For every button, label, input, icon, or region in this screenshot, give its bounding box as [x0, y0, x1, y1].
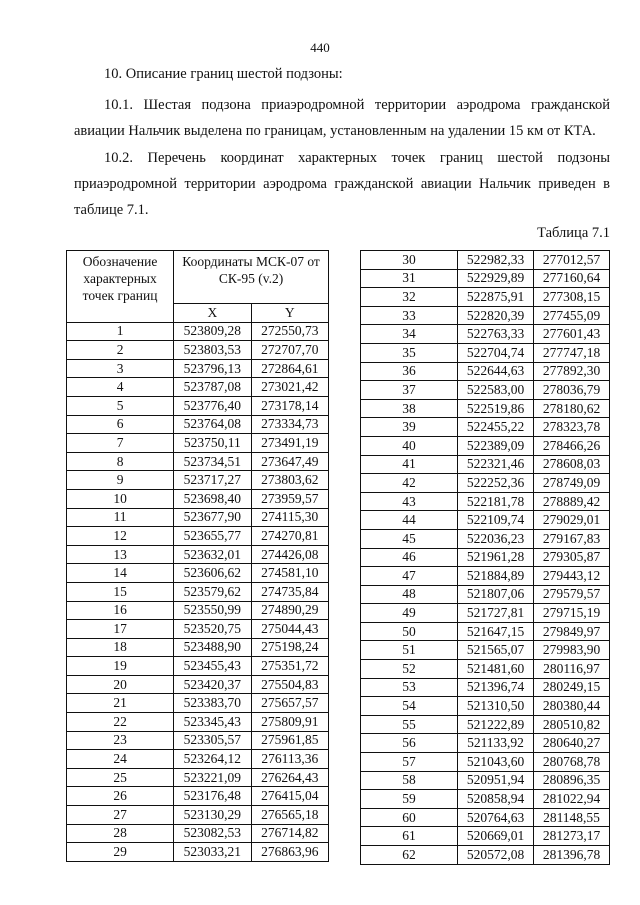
point-number-cell: 8 — [67, 452, 174, 471]
table-row — [361, 827, 610, 846]
table-row — [361, 455, 610, 474]
point-number-cell: 18 — [67, 638, 174, 657]
point-number-cell: 25 — [67, 768, 174, 787]
y-coordinate-cell: 281396,78 — [534, 846, 610, 865]
paragraph-10-1: 10.1. Шестая подзона приаэродромной территории аэродрома гражданской авиации Нальчик выделена по границам, установленным на удалении 15 км от КТА. — [74, 97, 610, 139]
x-coordinate-cell: 521222,89 — [458, 715, 534, 734]
y-coordinate-cell: 276113,36 — [251, 750, 328, 769]
table-row — [361, 678, 610, 697]
x-coordinate-cell: 522644,63 — [458, 362, 534, 381]
table-row — [361, 585, 610, 604]
x-coordinate-cell: 522389,09 — [458, 436, 534, 455]
y-coordinate-cell: 275961,85 — [251, 731, 328, 750]
x-coordinate-cell: 520669,01 — [458, 827, 534, 846]
page-number: 440 — [310, 40, 330, 55]
table-row — [67, 452, 329, 471]
x-coordinate-cell: 521310,50 — [458, 697, 534, 716]
x-coordinate-cell: 522982,33 — [458, 251, 534, 270]
table-row — [67, 843, 329, 862]
table-row — [67, 657, 329, 676]
paragraph-10-2: 10.2. Перечень координат характерных точек границ шестой подзоны приаэродромной территории аэродрома гражданской авиации Нальчик приведен в таблице 7.1. — [74, 150, 610, 218]
right-table-body — [361, 251, 610, 865]
table-row — [361, 660, 610, 679]
x-coordinate-cell: 522820,39 — [458, 306, 534, 325]
x-coordinate-cell: 523796,13 — [174, 359, 251, 378]
point-number-cell: 28 — [67, 824, 174, 843]
point-number-cell: 9 — [67, 471, 174, 490]
y-coordinate-cell: 280249,15 — [534, 678, 610, 697]
x-coordinate-cell: 523082,53 — [174, 824, 251, 843]
y-coordinate-cell: 276714,82 — [251, 824, 328, 843]
table-row — [67, 564, 329, 583]
y-coordinate-cell: 275504,83 — [251, 675, 328, 694]
y-coordinate-cell: 277747,18 — [534, 343, 610, 362]
y-coordinate-cell: 279579,57 — [534, 585, 610, 604]
table-row — [67, 527, 329, 546]
point-number-cell: 36 — [361, 362, 458, 381]
point-number-cell: 60 — [361, 808, 458, 827]
x-coordinate-cell: 522109,74 — [458, 511, 534, 530]
point-number-cell: 2 — [67, 341, 174, 360]
point-number-cell: 1 — [67, 322, 174, 341]
table-row — [361, 548, 610, 567]
point-number-cell: 24 — [67, 750, 174, 769]
point-number-cell: 62 — [361, 846, 458, 865]
x-coordinate-cell: 523455,43 — [174, 657, 251, 676]
table-row — [361, 808, 610, 827]
x-coordinate-cell: 523764,08 — [174, 415, 251, 434]
point-number-cell: 15 — [67, 582, 174, 601]
table-row — [67, 601, 329, 620]
table-row — [67, 620, 329, 639]
point-number-cell: 59 — [361, 790, 458, 809]
y-coordinate-cell: 279443,12 — [534, 567, 610, 586]
x-coordinate-cell: 521647,15 — [458, 622, 534, 641]
table-row — [67, 731, 329, 750]
table-row — [67, 545, 329, 564]
table-row — [361, 399, 610, 418]
x-coordinate-cell: 523787,08 — [174, 378, 251, 397]
point-number-cell: 42 — [361, 474, 458, 493]
y-coordinate-cell: 279715,19 — [534, 604, 610, 623]
point-number-cell: 51 — [361, 641, 458, 660]
table-row — [67, 359, 329, 378]
x-coordinate-cell: 523734,51 — [174, 452, 251, 471]
table-row — [361, 436, 610, 455]
x-coordinate-cell: 520764,63 — [458, 808, 534, 827]
y-coordinate-cell: 274735,84 — [251, 582, 328, 601]
table-row — [361, 790, 610, 809]
table-row — [361, 529, 610, 548]
point-number-cell: 27 — [67, 806, 174, 825]
table-row — [67, 378, 329, 397]
y-coordinate-cell: 280896,35 — [534, 771, 610, 790]
table-row — [361, 418, 610, 437]
point-number-cell: 13 — [67, 545, 174, 564]
table-row — [67, 396, 329, 415]
point-number-cell: 33 — [361, 306, 458, 325]
table-row — [67, 341, 329, 360]
table-row — [361, 753, 610, 772]
x-coordinate-cell: 523420,37 — [174, 675, 251, 694]
point-number-cell: 43 — [361, 492, 458, 511]
x-coordinate-cell: 521043,60 — [458, 753, 534, 772]
y-coordinate-cell: 280380,44 — [534, 697, 610, 716]
table-row — [361, 251, 610, 270]
x-coordinate-cell: 521884,89 — [458, 567, 534, 586]
x-coordinate-cell: 523776,40 — [174, 396, 251, 415]
coordinates-column-header: Координаты МСК-07 от СК-95 (v.2) — [174, 251, 329, 304]
table-row — [361, 343, 610, 362]
point-column-header: Обозначение характерных точек границ — [67, 251, 174, 323]
table-row — [67, 824, 329, 843]
x-coordinate-cell: 520858,94 — [458, 790, 534, 809]
x-coordinate-cell: 523176,48 — [174, 787, 251, 806]
x-coordinate-cell: 523809,28 — [174, 322, 251, 341]
x-coordinate-cell: 523520,75 — [174, 620, 251, 639]
x-coordinate-cell: 523550,99 — [174, 601, 251, 620]
x-coordinate-cell: 522875,91 — [458, 288, 534, 307]
y-coordinate-cell: 275198,24 — [251, 638, 328, 657]
x-coordinate-cell: 523717,27 — [174, 471, 251, 490]
point-number-cell: 47 — [361, 567, 458, 586]
point-number-cell: 21 — [67, 694, 174, 713]
x-coordinate-cell: 523750,11 — [174, 434, 251, 453]
point-number-cell: 32 — [361, 288, 458, 307]
x-coordinate-cell: 522181,78 — [458, 492, 534, 511]
table-row — [361, 715, 610, 734]
y-coordinate-cell: 275351,72 — [251, 657, 328, 676]
table-row — [67, 582, 329, 601]
table-row — [361, 734, 610, 753]
table-row — [361, 381, 610, 400]
y-coordinate-cell: 275657,57 — [251, 694, 328, 713]
x-coordinate-cell: 523632,01 — [174, 545, 251, 564]
y-coordinate-cell: 272707,70 — [251, 341, 328, 360]
y-coordinate-cell: 279029,01 — [534, 511, 610, 530]
table-row — [67, 694, 329, 713]
y-coordinate-cell: 275044,43 — [251, 620, 328, 639]
x-coordinate-cell: 521727,81 — [458, 604, 534, 623]
x-coordinate-cell: 523655,77 — [174, 527, 251, 546]
y-coordinate-cell: 277892,30 — [534, 362, 610, 381]
y-coordinate-cell: 272864,61 — [251, 359, 328, 378]
y-coordinate-cell: 277160,64 — [534, 269, 610, 288]
y-coordinate-cell: 274426,08 — [251, 545, 328, 564]
y-coordinate-cell: 281022,94 — [534, 790, 610, 809]
point-number-cell: 38 — [361, 399, 458, 418]
table-row — [67, 508, 329, 527]
point-number-cell: 19 — [67, 657, 174, 676]
x-coordinate-cell: 522252,36 — [458, 474, 534, 493]
table-row — [67, 713, 329, 732]
point-number-cell: 16 — [67, 601, 174, 620]
y-coordinate-cell: 280640,27 — [534, 734, 610, 753]
x-coordinate-cell: 523579,62 — [174, 582, 251, 601]
table-row — [67, 471, 329, 490]
table-row — [67, 489, 329, 508]
y-coordinate-cell: 273959,57 — [251, 489, 328, 508]
point-number-cell: 55 — [361, 715, 458, 734]
point-number-cell: 10 — [67, 489, 174, 508]
table-row — [361, 771, 610, 790]
x-coordinate-cell: 522321,46 — [458, 455, 534, 474]
y-column-header: Y — [251, 304, 328, 323]
point-number-cell: 20 — [67, 675, 174, 694]
y-coordinate-cell: 274890,29 — [251, 601, 328, 620]
y-coordinate-cell: 280768,78 — [534, 753, 610, 772]
y-coordinate-cell: 276863,96 — [251, 843, 328, 862]
table-row — [67, 750, 329, 769]
point-number-cell: 56 — [361, 734, 458, 753]
point-number-cell: 58 — [361, 771, 458, 790]
point-number-cell: 26 — [67, 787, 174, 806]
y-coordinate-cell: 279167,83 — [534, 529, 610, 548]
x-coordinate-cell: 522704,74 — [458, 343, 534, 362]
y-coordinate-cell: 278036,79 — [534, 381, 610, 400]
y-coordinate-cell: 280510,82 — [534, 715, 610, 734]
left-table-body — [67, 322, 329, 861]
table-row — [67, 675, 329, 694]
x-coordinate-cell: 523305,57 — [174, 731, 251, 750]
y-coordinate-cell: 280116,97 — [534, 660, 610, 679]
point-number-cell: 3 — [67, 359, 174, 378]
x-coordinate-cell: 521807,06 — [458, 585, 534, 604]
point-number-cell: 45 — [361, 529, 458, 548]
point-number-cell: 35 — [361, 343, 458, 362]
x-coordinate-cell: 522929,89 — [458, 269, 534, 288]
point-number-cell: 17 — [67, 620, 174, 639]
y-coordinate-cell: 281148,55 — [534, 808, 610, 827]
point-number-cell: 50 — [361, 622, 458, 641]
x-coordinate-cell: 523264,12 — [174, 750, 251, 769]
y-coordinate-cell: 277601,43 — [534, 325, 610, 344]
x-coordinate-cell: 522763,33 — [458, 325, 534, 344]
point-number-cell: 40 — [361, 436, 458, 455]
y-coordinate-cell: 279983,90 — [534, 641, 610, 660]
y-coordinate-cell: 279305,87 — [534, 548, 610, 567]
point-number-cell: 37 — [361, 381, 458, 400]
x-coordinate-cell: 521133,92 — [458, 734, 534, 753]
point-number-cell: 48 — [361, 585, 458, 604]
y-coordinate-cell: 274581,10 — [251, 564, 328, 583]
x-coordinate-cell: 523606,62 — [174, 564, 251, 583]
point-number-cell: 30 — [361, 251, 458, 270]
table-row — [361, 604, 610, 623]
y-coordinate-cell: 276415,04 — [251, 787, 328, 806]
section-heading: 10. Описание границ шестой подзоны: — [104, 66, 343, 82]
table-row — [67, 768, 329, 787]
point-number-cell: 46 — [361, 548, 458, 567]
y-coordinate-cell: 278608,03 — [534, 455, 610, 474]
point-number-cell: 29 — [67, 843, 174, 862]
point-number-cell: 52 — [361, 660, 458, 679]
table-row — [361, 325, 610, 344]
point-number-cell: 53 — [361, 678, 458, 697]
point-number-cell: 11 — [67, 508, 174, 527]
table-row — [361, 511, 610, 530]
y-coordinate-cell: 275809,91 — [251, 713, 328, 732]
point-number-cell: 12 — [67, 527, 174, 546]
table-row — [67, 415, 329, 434]
x-coordinate-cell: 523033,21 — [174, 843, 251, 862]
y-coordinate-cell: 278749,09 — [534, 474, 610, 493]
table-row — [67, 806, 329, 825]
x-column-header: X — [174, 304, 251, 323]
x-coordinate-cell: 523221,09 — [174, 768, 251, 787]
x-coordinate-cell: 520572,08 — [458, 846, 534, 865]
x-coordinate-cell: 522455,22 — [458, 418, 534, 437]
x-coordinate-cell: 523383,70 — [174, 694, 251, 713]
y-coordinate-cell: 273647,49 — [251, 452, 328, 471]
y-coordinate-cell: 273491,19 — [251, 434, 328, 453]
point-number-cell: 7 — [67, 434, 174, 453]
point-number-cell: 61 — [361, 827, 458, 846]
point-number-cell: 44 — [361, 511, 458, 530]
y-coordinate-cell: 276264,43 — [251, 768, 328, 787]
x-coordinate-cell: 521961,28 — [458, 548, 534, 567]
y-coordinate-cell: 277308,15 — [534, 288, 610, 307]
y-coordinate-cell: 274115,30 — [251, 508, 328, 527]
x-coordinate-cell: 523345,43 — [174, 713, 251, 732]
y-coordinate-cell: 276565,18 — [251, 806, 328, 825]
coordinates-table-left — [66, 250, 329, 862]
table-row — [67, 638, 329, 657]
coordinates-table-right — [360, 250, 610, 865]
x-coordinate-cell: 521481,60 — [458, 660, 534, 679]
point-number-cell: 22 — [67, 713, 174, 732]
point-number-cell: 54 — [361, 697, 458, 716]
table-row — [361, 306, 610, 325]
table-row — [361, 474, 610, 493]
table-row — [361, 492, 610, 511]
y-coordinate-cell: 274270,81 — [251, 527, 328, 546]
y-coordinate-cell: 278323,78 — [534, 418, 610, 437]
point-number-cell: 23 — [67, 731, 174, 750]
point-number-cell: 49 — [361, 604, 458, 623]
x-coordinate-cell: 521396,74 — [458, 678, 534, 697]
table-caption: Таблица 7.1 — [537, 225, 610, 241]
x-coordinate-cell: 523130,29 — [174, 806, 251, 825]
y-coordinate-cell: 273021,42 — [251, 378, 328, 397]
x-coordinate-cell: 523698,40 — [174, 489, 251, 508]
table-row — [67, 322, 329, 341]
x-coordinate-cell: 523488,90 — [174, 638, 251, 657]
x-coordinate-cell: 523803,53 — [174, 341, 251, 360]
y-coordinate-cell: 273803,62 — [251, 471, 328, 490]
point-number-cell: 39 — [361, 418, 458, 437]
table-row — [361, 288, 610, 307]
table-row — [361, 567, 610, 586]
table-row — [361, 846, 610, 865]
point-number-cell: 5 — [67, 396, 174, 415]
table-row — [361, 269, 610, 288]
table-row — [67, 434, 329, 453]
y-coordinate-cell: 278466,26 — [534, 436, 610, 455]
y-coordinate-cell: 273178,14 — [251, 396, 328, 415]
y-coordinate-cell: 278180,62 — [534, 399, 610, 418]
x-coordinate-cell: 522519,86 — [458, 399, 534, 418]
x-coordinate-cell: 522036,23 — [458, 529, 534, 548]
table-row — [361, 622, 610, 641]
table-row — [361, 697, 610, 716]
point-number-cell: 14 — [67, 564, 174, 583]
y-coordinate-cell: 281273,17 — [534, 827, 610, 846]
y-coordinate-cell: 278889,42 — [534, 492, 610, 511]
x-coordinate-cell: 521565,07 — [458, 641, 534, 660]
table-row — [361, 362, 610, 381]
x-coordinate-cell: 520951,94 — [458, 771, 534, 790]
y-coordinate-cell: 273334,73 — [251, 415, 328, 434]
point-number-cell: 4 — [67, 378, 174, 397]
point-number-cell: 31 — [361, 269, 458, 288]
x-coordinate-cell: 523677,90 — [174, 508, 251, 527]
table-row — [67, 787, 329, 806]
x-coordinate-cell: 522583,00 — [458, 381, 534, 400]
point-number-cell: 57 — [361, 753, 458, 772]
point-number-cell: 6 — [67, 415, 174, 434]
y-coordinate-cell: 277012,57 — [534, 251, 610, 270]
table-row — [361, 641, 610, 660]
point-number-cell: 41 — [361, 455, 458, 474]
y-coordinate-cell: 272550,73 — [251, 322, 328, 341]
y-coordinate-cell: 279849,97 — [534, 622, 610, 641]
y-coordinate-cell: 277455,09 — [534, 306, 610, 325]
point-number-cell: 34 — [361, 325, 458, 344]
